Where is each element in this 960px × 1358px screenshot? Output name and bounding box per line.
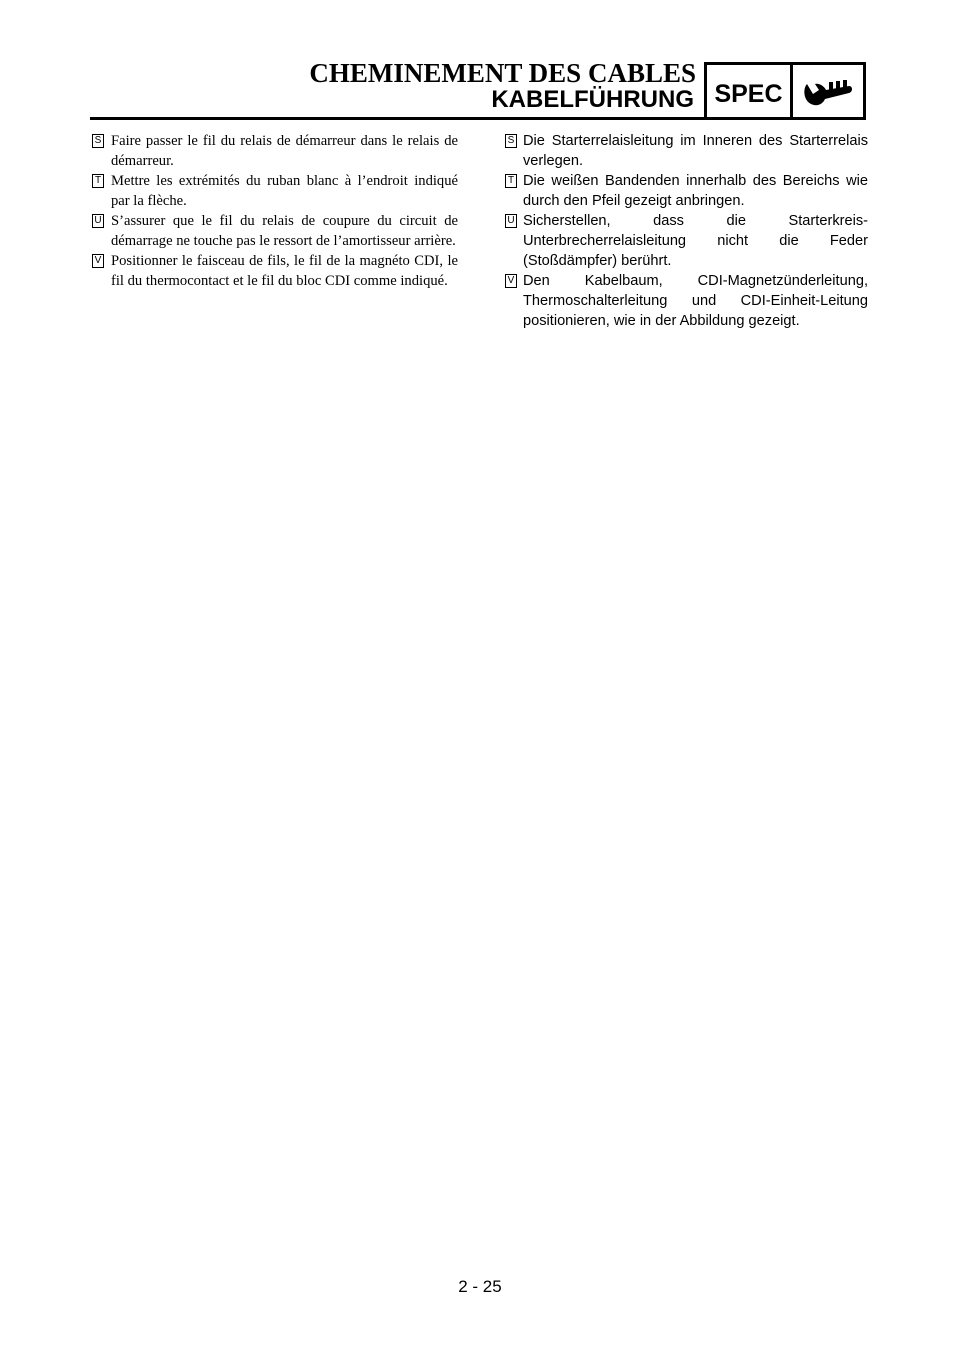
item-marker: V [92, 254, 104, 268]
section-badge [704, 62, 866, 120]
item-marker: U [505, 214, 517, 228]
item-marker: U [92, 214, 104, 228]
item-text: Sicherstellen, dass die Starterkreis-Unterbrecherrelaisleitung nicht die Feder (Stoßdämpfer) berührt. [523, 213, 868, 269]
item-text: Mettre les extrémités du ruban blanc à l’endroit indiqué par la flèche. [111, 173, 458, 209]
item-text: Positionner le faisceau de fils, le fil de la magnéto CDI, le fil du thermocontact et le fil du bloc CDI comme indiqué. [111, 253, 458, 289]
section-badge-label: SPEC [707, 65, 793, 117]
item-text: Die weißen Bandenden innerhalb des Bereichs wie durch den Pfeil gezeigt anbringen. [523, 173, 868, 209]
list-item [92, 211, 458, 251]
item-text: Den Kabelbaum, CDI-Magnetzünderleitung, Thermoschalterleitung und CDI-Einheit-Leitung positionieren, wie in der Abbildung gezeigt. [523, 273, 868, 329]
item-text: S’assurer que le fil du relais de coupure du circuit de démarrage ne touche pas le ressort de l’amortisseur arrière. [111, 213, 458, 249]
item-marker: T [505, 174, 517, 188]
list-item [505, 131, 868, 171]
item-text: Die Starterrelaisleitung im Inneren des Starterrelais verlegen. [523, 133, 868, 169]
list-item [505, 271, 868, 331]
wrench-icon [793, 65, 863, 117]
header-rule [90, 117, 704, 120]
item-marker: T [92, 174, 104, 188]
item-text: Faire passer le fil du relais de démarreur dans le relais de démarreur. [111, 133, 458, 169]
page-number: 2 - 25 [458, 1277, 502, 1296]
page-title-german: KABELFÜHRUNG [491, 86, 694, 113]
item-marker: S [505, 134, 517, 148]
list-item [505, 171, 868, 211]
list-item [92, 171, 458, 211]
german-column [505, 131, 868, 331]
list-item [92, 251, 458, 291]
item-marker: S [92, 134, 104, 148]
french-column [92, 131, 458, 291]
list-item [505, 211, 868, 271]
page-title-french: CHEMINEMENT DES CABLES [309, 58, 696, 88]
list-item [92, 131, 458, 171]
item-marker: V [505, 274, 517, 288]
